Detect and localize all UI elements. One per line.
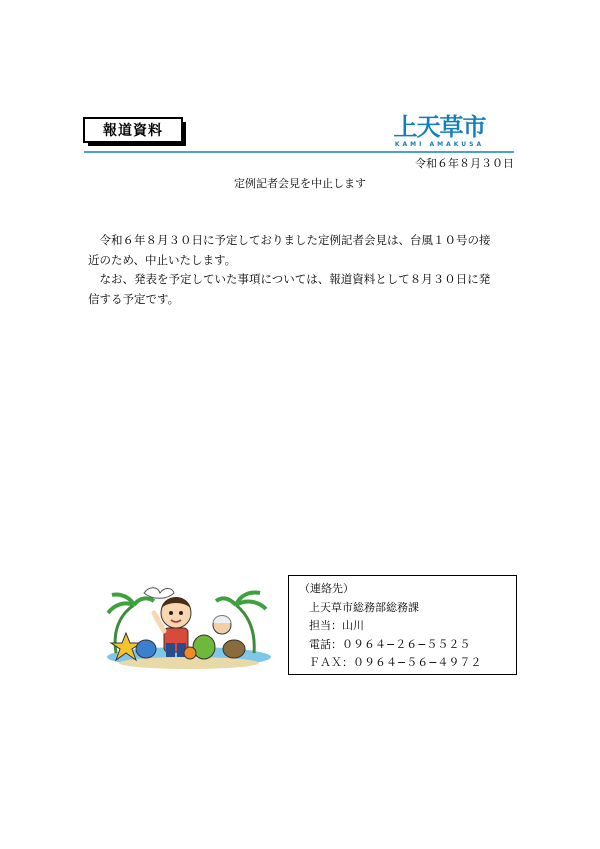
- body-line: 近のため、中止いたします。: [88, 252, 237, 267]
- body-line: 令和６年８月３０日に予定しておりました定例記者会見は、台風１０号の接: [88, 233, 491, 247]
- release-date: 令和６年８月３０日: [415, 157, 514, 170]
- contact-person: 担当：山川: [309, 619, 364, 632]
- city-logo: [377, 114, 502, 150]
- body-text: [88, 231, 520, 309]
- contact-fax: ＦＡＸ：０９６４−５６−４９７２: [309, 656, 482, 669]
- city-logo-subtext: KAMI AMAKUSA: [394, 141, 485, 148]
- body-line: 信する予定です。: [88, 291, 180, 306]
- body-line: なお、発表を予定していた事項については、報道資料として８月３０日に発: [88, 272, 491, 286]
- header-divider: [84, 151, 514, 153]
- contact-heading: （連絡先）: [299, 582, 354, 595]
- contact-box: [288, 575, 517, 675]
- contact-department: 上天草市総務部総務課: [309, 600, 419, 614]
- mascot-illustration: [104, 583, 274, 673]
- document-title: 定例記者会見を中止します: [234, 177, 366, 190]
- city-logo-text: 上天草市: [393, 112, 486, 141]
- press-material-label: [83, 117, 183, 143]
- press-material-text: 報道資料: [103, 123, 163, 139]
- contact-phone: 電話：０９６４−２６−５５２５: [309, 637, 471, 651]
